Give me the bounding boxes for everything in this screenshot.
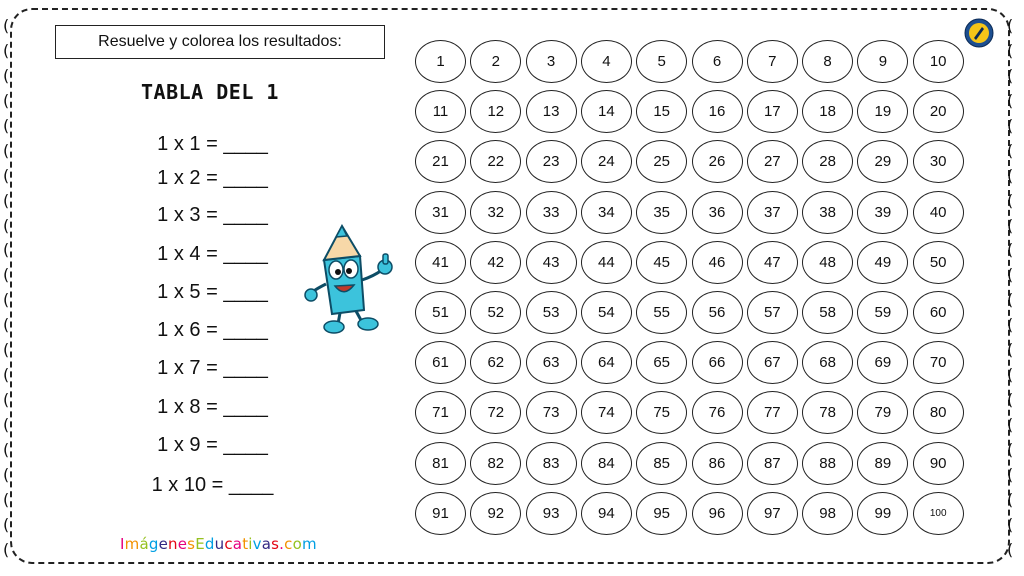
number-cell[interactable]: 63 [526,341,577,384]
number-cell[interactable]: 5 [636,40,687,83]
number-cell[interactable]: 15 [636,90,687,133]
equation-row[interactable]: 1 x 7 = ____ [157,357,268,379]
footer-logo: ImágenesEducativas.com [120,535,317,553]
number-cell[interactable]: 44 [581,241,632,284]
number-cell[interactable]: 26 [692,140,743,183]
number-cell[interactable]: 82 [470,442,521,485]
number-cell[interactable]: 70 [913,341,964,384]
number-cell[interactable]: 41 [415,241,466,284]
number-cell[interactable]: 65 [636,341,687,384]
number-cell[interactable]: 46 [692,241,743,284]
number-cell[interactable]: 77 [747,391,798,434]
number-cell[interactable]: 91 [415,492,466,535]
number-cell[interactable]: 31 [415,191,466,234]
number-cell[interactable]: 71 [415,391,466,434]
number-cell[interactable]: 69 [857,341,908,384]
number-cell[interactable]: 24 [581,140,632,183]
number-cell[interactable]: 33 [526,191,577,234]
number-cell[interactable]: 17 [747,90,798,133]
number-cell[interactable]: 88 [802,442,853,485]
number-cell[interactable]: 94 [581,492,632,535]
number-cell[interactable]: 83 [526,442,577,485]
number-cell[interactable]: 6 [692,40,743,83]
number-cell[interactable]: 55 [636,291,687,334]
number-cell[interactable]: 30 [913,140,964,183]
number-cell[interactable]: 2 [470,40,521,83]
number-cell[interactable]: 40 [913,191,964,234]
number-cell[interactable]: 19 [857,90,908,133]
table-title: TABLA DEL 1 [141,80,279,104]
number-cell[interactable]: 51 [415,291,466,334]
number-cell[interactable]: 39 [857,191,908,234]
number-cell[interactable]: 85 [636,442,687,485]
number-cell[interactable]: 92 [470,492,521,535]
number-cell[interactable]: 95 [636,492,687,535]
number-cell[interactable]: 47 [747,241,798,284]
number-cell[interactable]: 52 [470,291,521,334]
number-cell[interactable]: 18 [802,90,853,133]
number-cell[interactable]: 13 [526,90,577,133]
number-cell[interactable]: 22 [470,140,521,183]
number-cell[interactable]: 29 [857,140,908,183]
number-cell[interactable]: 78 [802,391,853,434]
number-cell[interactable]: 34 [581,191,632,234]
number-cell[interactable]: 23 [526,140,577,183]
number-cell[interactable]: 72 [470,391,521,434]
logo-badge-icon [964,18,994,48]
equation-row[interactable]: 1 x 3 = ____ [157,204,268,226]
number-cell[interactable]: 57 [747,291,798,334]
number-cell[interactable]: 1 [415,40,466,83]
number-cell[interactable]: 4 [581,40,632,83]
equation-row[interactable]: 1 x 8 = ____ [157,396,268,418]
number-cell[interactable]: 98 [802,492,853,535]
number-cell[interactable]: 93 [526,492,577,535]
number-cell[interactable]: 87 [747,442,798,485]
number-cell[interactable]: 61 [415,341,466,384]
number-cell[interactable]: 56 [692,291,743,334]
number-cell[interactable]: 54 [581,291,632,334]
number-cell[interactable]: 11 [415,90,466,133]
number-cell[interactable]: 86 [692,442,743,485]
number-cell[interactable]: 7 [747,40,798,83]
number-cell[interactable]: 45 [636,241,687,284]
number-cell[interactable]: 36 [692,191,743,234]
equation-row[interactable]: 1 x 4 = ____ [157,243,268,265]
equation-row[interactable]: 1 x 1 = ____ [157,133,268,155]
number-cell[interactable]: 25 [636,140,687,183]
number-cell[interactable]: 76 [692,391,743,434]
number-cell[interactable]: 59 [857,291,908,334]
number-cell[interactable]: 38 [802,191,853,234]
number-cell[interactable]: 68 [802,341,853,384]
equation-row[interactable]: 1 x 10 = ____ [151,474,274,496]
number-cell[interactable]: 62 [470,341,521,384]
number-cell[interactable]: 80 [913,391,964,434]
number-cell[interactable]: 89 [857,442,908,485]
number-cell[interactable]: 75 [636,391,687,434]
number-cell[interactable]: 84 [581,442,632,485]
number-cell[interactable]: 100 [913,492,964,535]
number-cell[interactable]: 90 [913,442,964,485]
left-border-marks: ( ( ( ( ( ( ( ( ( ( ( ( ( ( ( ( ( ( ( ( ( ( [3,16,10,559]
instruction-text: Resuelve y colorea los resultados: [98,33,342,50]
number-cell[interactable]: 60 [913,291,964,334]
number-cell[interactable]: 74 [581,391,632,434]
number-cell[interactable]: 99 [857,492,908,535]
number-cell[interactable]: 81 [415,442,466,485]
number-cell[interactable]: 35 [636,191,687,234]
number-cell[interactable]: 67 [747,341,798,384]
number-cell[interactable]: 50 [913,241,964,284]
equation-row[interactable]: 1 x 6 = ____ [157,319,268,341]
number-cell[interactable]: 79 [857,391,908,434]
number-cell[interactable]: 28 [802,140,853,183]
number-cell[interactable]: 48 [802,241,853,284]
equation-row[interactable]: 1 x 5 = ____ [157,281,268,303]
equation-row[interactable]: 1 x 9 = ____ [157,434,268,456]
number-cell[interactable]: 97 [747,492,798,535]
number-cell[interactable]: 64 [581,341,632,384]
number-cell[interactable]: 9 [857,40,908,83]
right-border-marks: ( ( ( ( ( ( ( ( ( ( ( ( ( ( ( ( ( ( ( ( ( ( [1007,16,1014,559]
number-cell[interactable]: 96 [692,492,743,535]
number-cell[interactable]: 58 [802,291,853,334]
number-cell[interactable]: 66 [692,341,743,384]
equation-row[interactable]: 1 x 2 = ____ [157,167,268,189]
number-cell[interactable]: 42 [470,241,521,284]
number-cell[interactable]: 73 [526,391,577,434]
number-cell[interactable]: 12 [470,90,521,133]
number-cell[interactable]: 27 [747,140,798,183]
number-cell[interactable]: 14 [581,90,632,133]
number-cell[interactable]: 49 [857,241,908,284]
number-cell[interactable]: 21 [415,140,466,183]
number-cell[interactable]: 10 [913,40,964,83]
number-cell[interactable]: 8 [802,40,853,83]
instruction-box [55,25,385,59]
number-cell[interactable]: 16 [692,90,743,133]
number-cell[interactable]: 3 [526,40,577,83]
number-cell[interactable]: 53 [526,291,577,334]
number-cell[interactable]: 20 [913,90,964,133]
number-cell[interactable]: 37 [747,191,798,234]
number-cell[interactable]: 32 [470,191,521,234]
pencil-mascot-image [302,218,402,336]
number-cell[interactable]: 43 [526,241,577,284]
